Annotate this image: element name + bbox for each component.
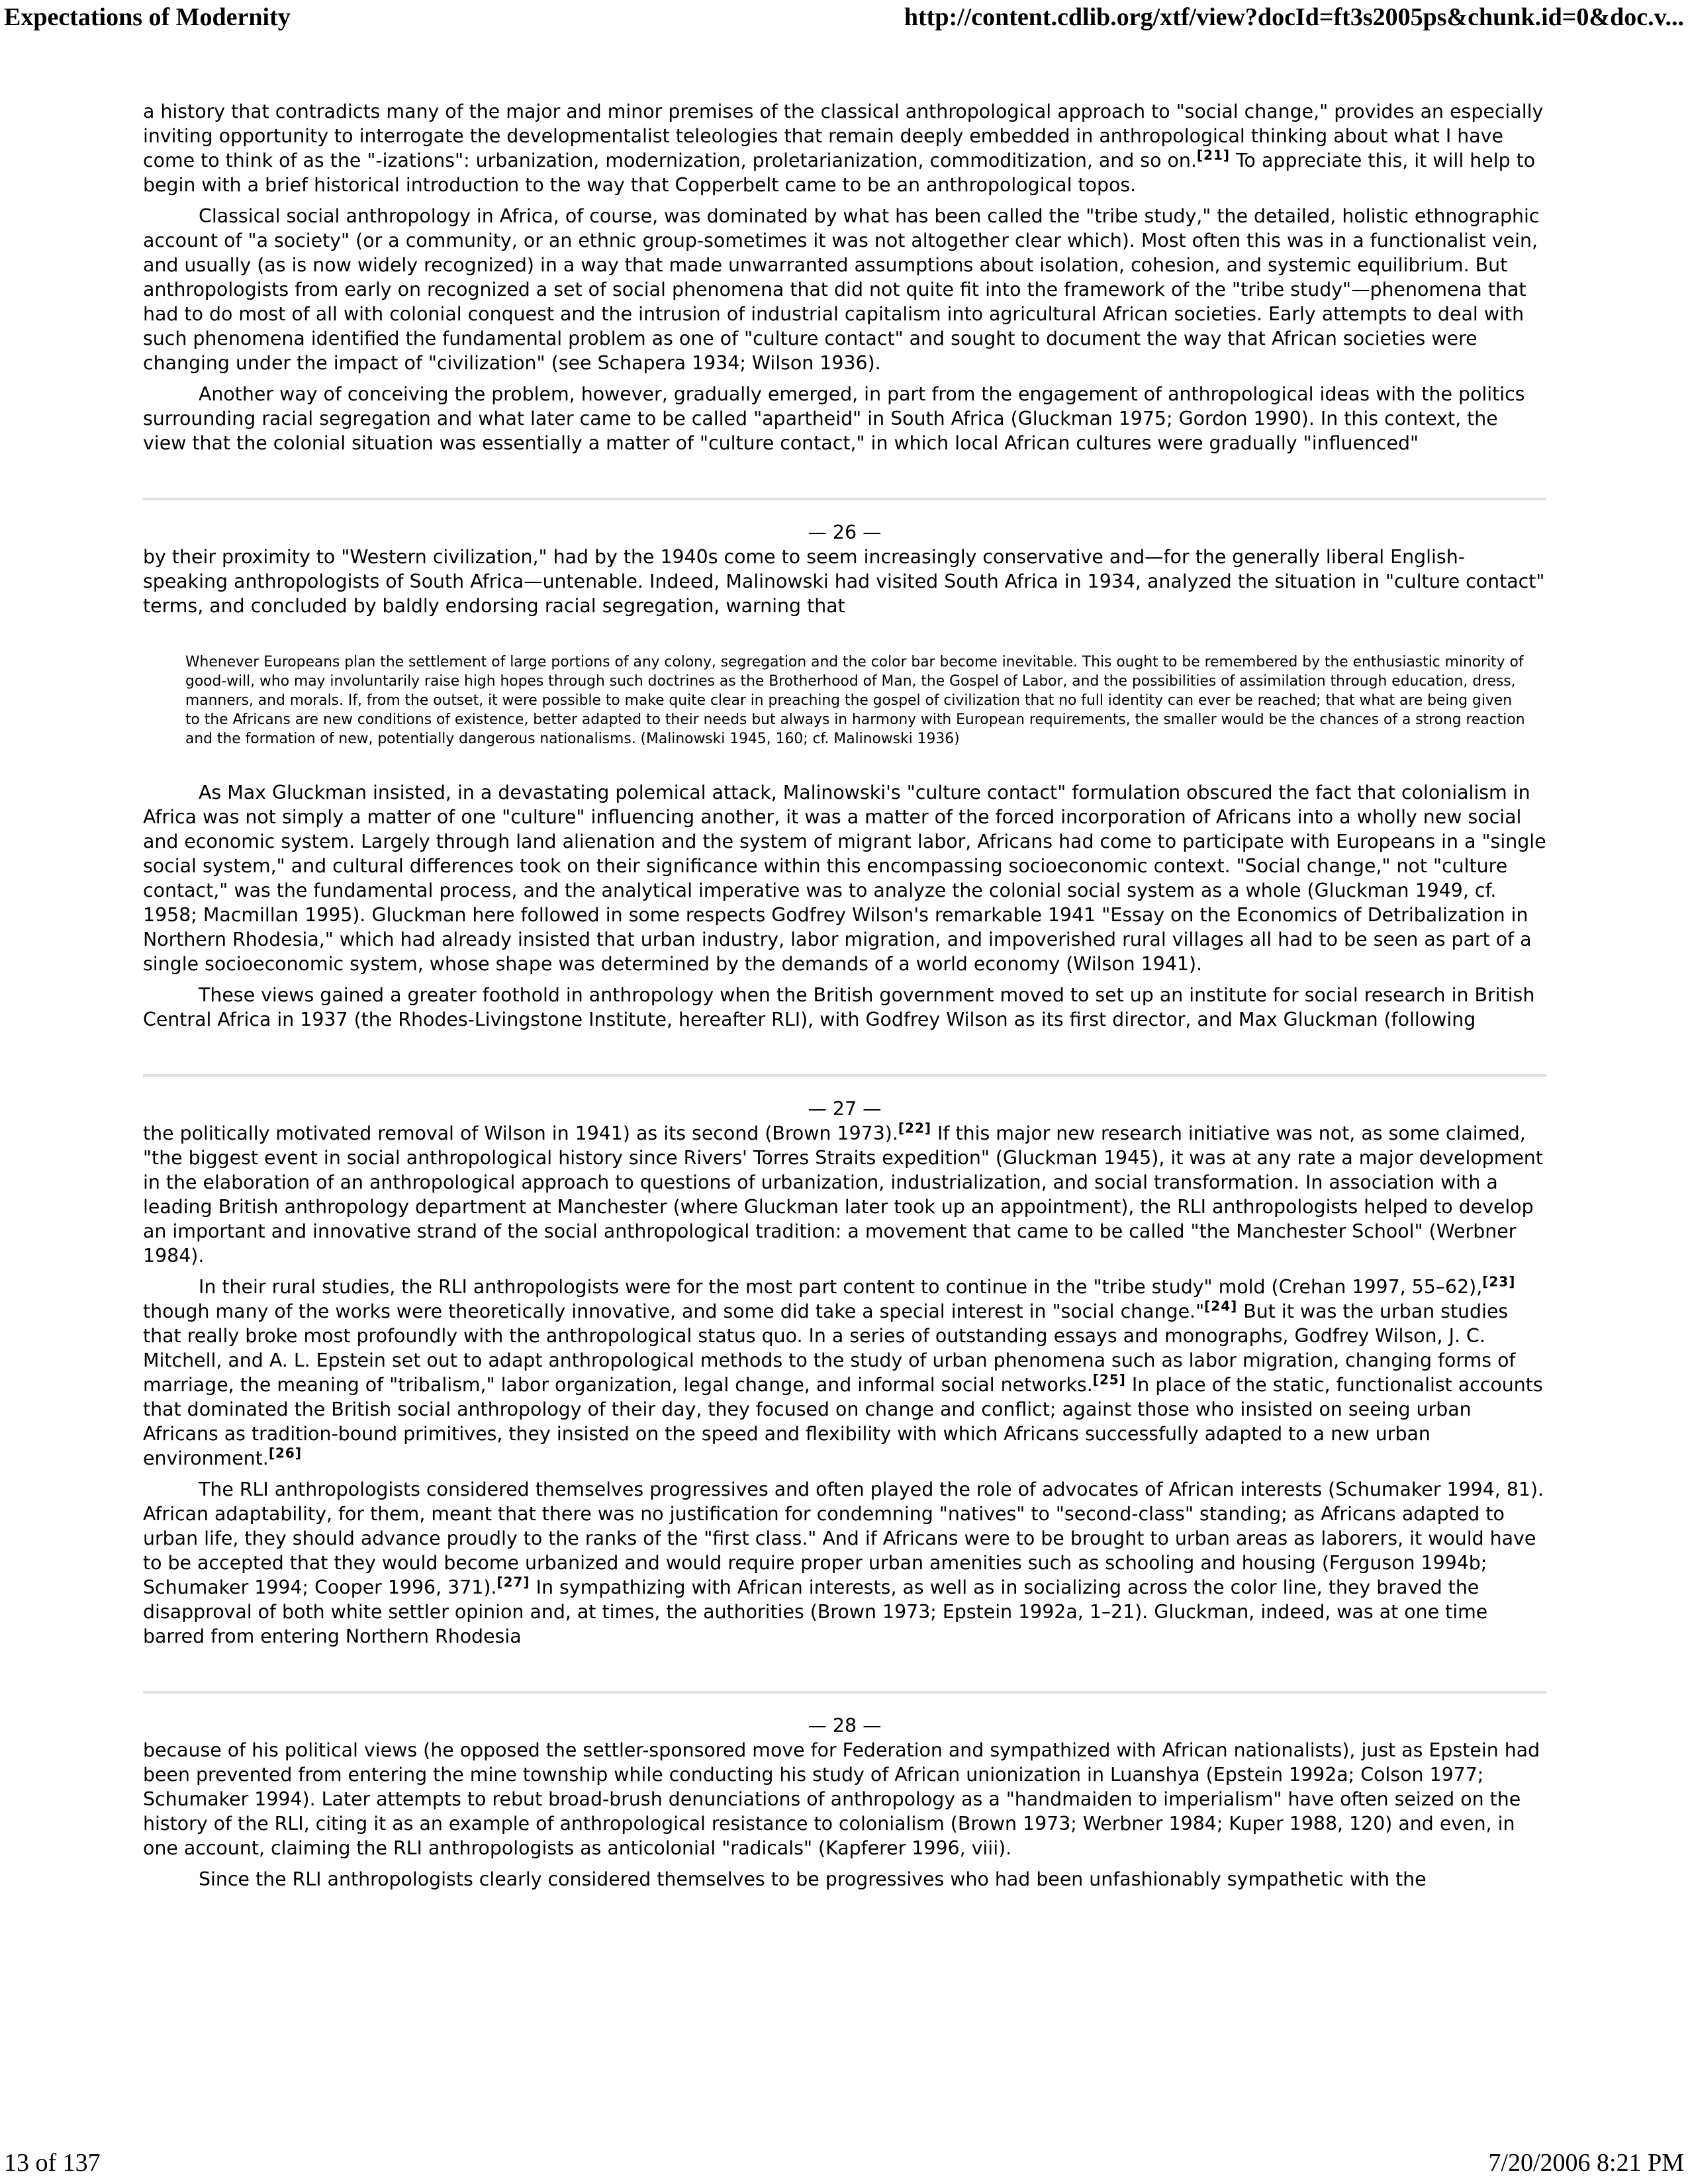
- footnote-ref-27[interactable]: [27]: [496, 1574, 530, 1590]
- page-counter: 13 of 137: [4, 2149, 101, 2177]
- paragraph: Since the RLI anthropologists clearly considered themselves to be progressives who had been unfashionably sympathetic with the: [199, 1868, 1427, 1890]
- footnote-ref-21[interactable]: [21]: [1196, 147, 1231, 163]
- document-title: Expectations of Modernity: [4, 3, 291, 31]
- paragraph: Another way of conceiving the problem, however, gradually emerged, in part from the engagement of anthropological ideas with the politics surrounding racial segregation and what later came to be called "apartheid" in South Africa (Gluckman 1975; Gordon 1990). In this context, the view that the colonial situation was essentially a matter of "culture contact," in which local African cultures were gradually "influenced": [143, 383, 1525, 454]
- document-url: http://content.cdlib.org/xtf/view?docId=ft3s2005ps&chunk.id=0&doc.v...: [904, 3, 1684, 31]
- footnote-ref-22[interactable]: [22]: [898, 1120, 932, 1136]
- page-separator: [143, 498, 1546, 500]
- paragraph: As Max Gluckman insisted, in a devastating polemical attack, Malinowski's "culture contact" formulation obscured the fact that colonialism in Africa was not simply a matter of one "culture" influencing another, it was a matter of the forced incorporation of Africans into a wholly new social and economic system. Largely through land alienation and the system of migrant labor, Africans had come to participate with Europeans in a "single social system," and cultural differences took on their significance within this encompassing socioeconomic context. "Social change," not "culture contact," was the fundamental process, and the analytical imperative was to analyze the colonial social system as a whole (Gluckman 1949, cf. 1958; Macmillan 1995). Gluckman here followed in some respects Godfrey Wilson's remarkable 1941 "Essay on the Economics of Detribalization in Northern Rhodesia," which had already insisted that urban industry, labor migration, and impoverished rural villages all had to be seen as part of a single socioeconomic system, whose shape was determined by the demands of a world economy (Wilson 1941).: [143, 782, 1546, 975]
- footnote-ref-25[interactable]: [25]: [1092, 1371, 1126, 1388]
- page-number: — 28 —: [808, 1715, 882, 1737]
- paragraph: the politically motivated removal of Wilson in 1941) as its second (Brown 1973).[22] If this major new research initiative was not, as some claimed, "the biggest event in social anthropological history since Rivers' Torres Straits expedition" (Gluckman 1945), it was at any rate a major development in the elaboration of an anthropological approach to questions of urbanization, industrialization, and social transformation. In association with a leading British anthropology department at Manchester (where Gluckman later took up an appointment), the RLI anthropologists helped to develop an important and innovative strand of the social anthropological tradition: a movement that came to be called "the Manchester School" (Werbner 1984).: [143, 1120, 1544, 1267]
- page-number: — 26 —: [808, 522, 882, 543]
- paragraph: a history that contradicts many of the major and minor premises of the classical anthropological approach to "social change," provides an especially inviting opportunity to interrogate the developmentalist teleologies that remain deeply embedded in anthropological thinking about what I have come to think of as the "-izations": urbanization, modernization, proletarianization, commoditization, and so on.[21] To appreciate this, it will help to begin with a brief historical introduction to the way that Copperbelt came to be an anthropological topos.: [143, 101, 1544, 196]
- paragraph: by their proximity to "Western civilization," had by the 1940s come to seem increasingly conservative and—for the generally liberal English-speaking anthropologists of South Africa—untenable. Indeed, Malinowski had visited South Africa in 1934, analyzed the situation in "culture contact" terms, and concluded by baldly endorsing racial segregation, warning that: [143, 546, 1545, 617]
- print-timestamp: 7/20/2006 8:21 PM: [1488, 2149, 1684, 2177]
- footnote-ref-24[interactable]: [24]: [1204, 1298, 1238, 1314]
- page-content: [143, 99, 1546, 1891]
- page-separator: [143, 1691, 1546, 1694]
- paragraph: Classical social anthropology in Africa, of course, was dominated by what has been called the "tribe study," the detailed, holistic ethnographic account of "a society" (or a community, or an ethnic group-sometimes it was not altogether clear which). Most often this was in a functionalist vein, and usually (as is now widely recognized) in a way that made unwarranted assumptions about isolation, cohesion, and systemic equilibrium. But anthropologists from early on recognized a set of social phenomena that did not quite fit into the framework of the "tribe study"—phenomena that had to do most of all with colonial conquest and the intrusion of industrial capitalism into agricultural African societies. Early attempts to deal with such phenomena identified the fundamental problem as one of "culture contact" and sought to document the way that African societies were changing under the impact of "civilization" (see Schapera 1934; Wilson 1936).: [143, 205, 1540, 374]
- page-separator: [143, 1074, 1546, 1077]
- footnote-ref-26[interactable]: [26]: [268, 1445, 302, 1461]
- paragraph: These views gained a greater foothold in anthropology when the British government moved to set up an institute for social research in British Central Africa in 1937 (the Rhodes-Livingstone Institute, hereafter RLI), with Godfrey Wilson as its first director, and Max Gluckman (following: [143, 984, 1535, 1030]
- block-quote: Whenever Europeans plan the settlement of large portions of any colony, segregation and the color bar become inevitable. This ought to be remembered by the enthusiastic minority of good-will, who may involuntarily raise high hopes through such doctrines as the Brotherhood of Man, the Gospel of Labor, and the possibilities of assimilation through education, dress, manners, and morals. If, from the outset, it were possible to make quite clear in preaching the gospel of civilization that no full identity can ever be reached; that what are being given to the Africans are new conditions of existence, better adapted to their needs but always in harmony with European requirements, the smaller would be the chances of a strong reaction and the formation of new, potentially dangerous nationalisms. (Malinowski 1945, 160; cf. Malinowski 1936): [185, 654, 1525, 747]
- footnote-ref-23[interactable]: [23]: [1482, 1273, 1516, 1290]
- paragraph: In their rural studies, the RLI anthropologists were for the most part content to continue in the "tribe study" mold (Crehan 1997, 55–62),[23] though many of the works were theoretically innovative, and some did take a special interest in "social change."[24] But it was the urban studies that really broke most profoundly with the anthropological status quo. In a series of outstanding essays and monographs, Godfrey Wilson, J. C. Mitchell, and A. L. Epstein set out to adapt anthropological methods to the study of urban phenomena such as labor migration, changing forms of marriage, the meaning of "tribalism," labor organization, legal change, and informal social networks.[25] In place of the static, functionalist accounts that dominated the British social anthropology of their day, they focused on change and conflict; against those who insisted on seeing urban Africans as tradition-bound primitives, they insisted on the speed and flexibility with which Africans successfully adapted to a new urban environment.[26]: [143, 1273, 1543, 1469]
- paragraph: because of his political views (he opposed the settler-sponsored move for Federation and sympathized with African nationalists), just as Epstein had been prevented from entering the mine township while conducting his study of African unionization in Luanshya (Epstein 1992a; Colson 1977; Schumaker 1994). Later attempts to rebut broad-brush denunciations of anthropology as a "handmaiden to imperialism" have often seized on the history of the RLI, citing it as an example of anthropological resistance to colonialism (Brown 1973; Werbner 1984; Kuper 1988, 120) and even, in one account, claiming the RLI anthropologists as anticolonial "radicals" (Kapferer 1996, viii).: [143, 1739, 1540, 1859]
- paragraph: The RLI anthropologists considered themselves progressives and often played the role of advocates of African interests (Schumaker 1994, 81). African adaptability, for them, meant that there was no justification for condemning "natives" to "second-class" standing; as Africans adapted to urban life, they should advance proudly to the ranks of the "first class." And if Africans were to be brought to urban areas as laborers, it would have to be accepted that they would become urbanized and would require proper urban amenities such as schooling and housing (Ferguson 1994b; Schumaker 1994; Cooper 1996, 371).[27] In sympathizing with African interests, as well as in socializing across the color line, they braved the disapproval of both white settler opinion and, at times, the authorities (Brown 1973; Epstein 1992a, 1–21). Gluckman, indeed, was at one time barred from entering Northern Rhodesia: [143, 1479, 1544, 1647]
- page-number: — 27 —: [808, 1098, 882, 1120]
